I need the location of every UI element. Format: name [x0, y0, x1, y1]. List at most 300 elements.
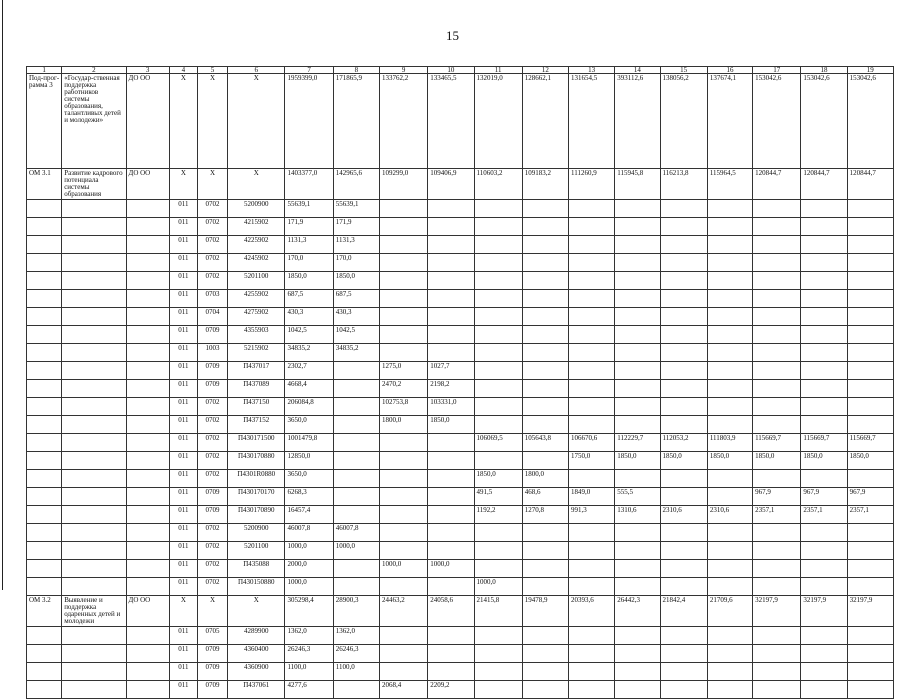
table-row — [27, 272, 894, 290]
program-name-cell — [62, 452, 126, 470]
amount-cell — [660, 416, 707, 434]
program-row — [27, 596, 894, 627]
amount-cell — [522, 290, 568, 308]
amount-cell: 1275,0 — [379, 362, 427, 380]
amount-cell — [333, 560, 379, 578]
amount-cell — [522, 645, 568, 663]
budget-code-cell: 011 — [169, 542, 197, 560]
amount-cell — [569, 627, 615, 645]
amount-cell: 153042,6 — [753, 74, 801, 169]
amount-cell: 2302,7 — [285, 362, 333, 380]
amount-cell — [660, 488, 707, 506]
amount-cell — [753, 645, 801, 663]
amount-cell — [428, 236, 474, 254]
amount-cell — [474, 627, 522, 645]
amount-cell: 106069,5 — [474, 434, 522, 452]
amount-cell — [379, 578, 427, 596]
program-code-cell — [27, 470, 62, 488]
executor-cell — [126, 627, 169, 645]
executor-cell — [126, 542, 169, 560]
column-number: 18 — [801, 67, 847, 74]
amount-cell — [379, 470, 427, 488]
amount-cell — [753, 308, 801, 326]
amount-cell: 46007,8 — [285, 524, 333, 542]
budget-code-cell: 1003 — [197, 344, 227, 362]
budget-code-cell: П430171500 — [228, 434, 285, 452]
executor-cell — [126, 272, 169, 290]
executor-cell — [126, 524, 169, 542]
amount-cell — [615, 254, 660, 272]
amount-cell — [660, 272, 707, 290]
amount-cell — [801, 416, 847, 434]
amount-cell — [615, 681, 660, 699]
budget-code-cell: П4301R0880 — [228, 470, 285, 488]
amount-cell: 55639,1 — [285, 200, 333, 218]
amount-cell — [707, 272, 752, 290]
amount-cell — [379, 272, 427, 290]
program-code-cell — [27, 434, 62, 452]
amount-cell — [569, 560, 615, 578]
amount-cell: 115964,5 — [707, 169, 752, 200]
amount-cell: 1000,0 — [333, 542, 379, 560]
amount-cell — [847, 470, 893, 488]
amount-cell — [801, 681, 847, 699]
budget-code-cell: 4360900 — [228, 663, 285, 681]
amount-cell — [801, 254, 847, 272]
amount-cell: 967,9 — [847, 488, 893, 506]
amount-cell: 103331,0 — [428, 398, 474, 416]
amount-cell — [753, 627, 801, 645]
amount-cell: 1750,0 — [569, 452, 615, 470]
amount-cell — [615, 380, 660, 398]
amount-cell: 2357,1 — [847, 506, 893, 524]
amount-cell: 687,5 — [333, 290, 379, 308]
amount-cell — [569, 326, 615, 344]
amount-cell — [801, 236, 847, 254]
amount-cell — [660, 663, 707, 681]
amount-cell: 430,3 — [333, 308, 379, 326]
amount-cell — [615, 470, 660, 488]
amount-cell: 2198,2 — [428, 380, 474, 398]
amount-cell — [707, 200, 752, 218]
table-row — [27, 236, 894, 254]
amount-cell: 1850,0 — [660, 452, 707, 470]
amount-cell — [615, 200, 660, 218]
budget-code-cell: 011 — [169, 645, 197, 663]
amount-cell: 142965,6 — [333, 169, 379, 200]
program-code-cell — [27, 344, 62, 362]
amount-cell — [801, 290, 847, 308]
budget-code-cell: Х — [169, 74, 197, 169]
program-name-cell — [62, 627, 126, 645]
program-code-cell — [27, 326, 62, 344]
amount-cell: 3650,0 — [285, 416, 333, 434]
amount-cell — [707, 236, 752, 254]
table-row — [27, 290, 894, 308]
program-code-cell — [27, 645, 62, 663]
amount-cell — [753, 362, 801, 380]
amount-cell — [801, 326, 847, 344]
budget-code-cell: П437061 — [228, 681, 285, 699]
amount-cell — [660, 627, 707, 645]
amount-cell — [333, 434, 379, 452]
amount-cell: 128662,1 — [522, 74, 568, 169]
amount-cell — [660, 326, 707, 344]
amount-cell: 21415,8 — [474, 596, 522, 627]
budget-code-cell: 0709 — [197, 506, 227, 524]
amount-cell: 120844,7 — [753, 169, 801, 200]
budget-code-cell: 0702 — [197, 398, 227, 416]
amount-cell — [707, 290, 752, 308]
amount-cell — [801, 578, 847, 596]
budget-code-cell: 4355903 — [228, 326, 285, 344]
table-row — [27, 663, 894, 681]
amount-cell — [428, 344, 474, 362]
budget-code-cell: Х — [197, 169, 227, 200]
amount-cell: 112053,2 — [660, 434, 707, 452]
program-row — [27, 74, 894, 169]
amount-cell — [522, 380, 568, 398]
budget-code-cell: Х — [169, 169, 197, 200]
budget-code-cell: 011 — [169, 434, 197, 452]
amount-cell — [847, 308, 893, 326]
amount-cell — [569, 663, 615, 681]
column-number: 7 — [285, 67, 333, 74]
program-name-cell — [62, 254, 126, 272]
budget-code-cell: 011 — [169, 344, 197, 362]
amount-cell — [615, 290, 660, 308]
executor-cell — [126, 470, 169, 488]
column-number: 8 — [333, 67, 379, 74]
amount-cell — [569, 362, 615, 380]
budget-table — [26, 66, 894, 699]
column-number: 4 — [169, 67, 197, 74]
amount-cell: 1849,0 — [569, 488, 615, 506]
amount-cell — [428, 326, 474, 344]
amount-cell — [660, 681, 707, 699]
amount-cell — [428, 452, 474, 470]
program-name-cell — [62, 470, 126, 488]
amount-cell — [379, 645, 427, 663]
amount-cell — [753, 254, 801, 272]
executor-cell — [126, 308, 169, 326]
amount-cell: 24463,2 — [379, 596, 427, 627]
budget-code-cell: 0702 — [197, 542, 227, 560]
budget-code-cell: 011 — [169, 308, 197, 326]
program-code-cell: ОМ 3.2 — [27, 596, 62, 627]
amount-cell — [379, 326, 427, 344]
amount-cell — [707, 645, 752, 663]
amount-cell — [801, 645, 847, 663]
amount-cell: 967,9 — [801, 488, 847, 506]
amount-cell: 153042,6 — [847, 74, 893, 169]
table-row — [27, 344, 894, 362]
amount-cell — [522, 326, 568, 344]
amount-cell — [707, 560, 752, 578]
program-code-cell — [27, 380, 62, 398]
amount-cell: 2068,4 — [379, 681, 427, 699]
amount-cell — [379, 488, 427, 506]
amount-cell — [801, 560, 847, 578]
amount-cell — [707, 542, 752, 560]
amount-cell — [569, 542, 615, 560]
amount-cell: 55639,1 — [333, 200, 379, 218]
budget-code-cell: 0709 — [197, 326, 227, 344]
amount-cell — [847, 236, 893, 254]
amount-cell: 491,5 — [474, 488, 522, 506]
amount-cell — [569, 681, 615, 699]
amount-cell — [428, 272, 474, 290]
amount-cell — [333, 452, 379, 470]
program-name-cell — [62, 578, 126, 596]
budget-code-cell: 011 — [169, 663, 197, 681]
amount-cell — [474, 398, 522, 416]
program-name-cell — [62, 560, 126, 578]
amount-cell: 1270,8 — [522, 506, 568, 524]
column-number: 2 — [62, 67, 126, 74]
table-row — [27, 560, 894, 578]
budget-code-cell: 4360400 — [228, 645, 285, 663]
amount-cell — [847, 578, 893, 596]
amount-cell — [522, 200, 568, 218]
amount-cell — [801, 470, 847, 488]
program-name-cell: Развитие кадрового потенциала системы образования — [62, 169, 126, 200]
amount-cell — [522, 344, 568, 362]
program-code-cell — [27, 416, 62, 434]
amount-cell — [847, 681, 893, 699]
program-code-cell — [27, 200, 62, 218]
amount-cell — [660, 362, 707, 380]
executor-cell — [126, 488, 169, 506]
amount-cell — [522, 542, 568, 560]
program-name-cell — [62, 362, 126, 380]
amount-cell: 34835,2 — [285, 344, 333, 362]
amount-cell: 109299,0 — [379, 169, 427, 200]
budget-code-cell: 0702 — [197, 470, 227, 488]
program-name-cell — [62, 380, 126, 398]
program-name-cell — [62, 398, 126, 416]
amount-cell: 137674,1 — [707, 74, 752, 169]
program-row — [27, 169, 894, 200]
amount-cell — [333, 506, 379, 524]
amount-cell — [428, 434, 474, 452]
amount-cell — [379, 542, 427, 560]
amount-cell — [847, 663, 893, 681]
amount-cell: 133465,5 — [428, 74, 474, 169]
amount-cell — [522, 308, 568, 326]
amount-cell: 1850,0 — [333, 272, 379, 290]
table-row — [27, 470, 894, 488]
amount-cell — [660, 542, 707, 560]
amount-cell — [615, 236, 660, 254]
executor-cell — [126, 398, 169, 416]
amount-cell: 687,5 — [285, 290, 333, 308]
amount-cell — [569, 416, 615, 434]
amount-cell — [753, 681, 801, 699]
amount-cell — [660, 560, 707, 578]
amount-cell — [569, 344, 615, 362]
amount-cell — [333, 398, 379, 416]
amount-cell — [753, 326, 801, 344]
amount-cell — [801, 308, 847, 326]
program-code-cell — [27, 398, 62, 416]
amount-cell: 1131,3 — [285, 236, 333, 254]
amount-cell — [707, 681, 752, 699]
amount-cell — [847, 254, 893, 272]
amount-cell — [474, 290, 522, 308]
amount-cell — [615, 524, 660, 542]
amount-cell: 1131,3 — [333, 236, 379, 254]
budget-code-cell: 0702 — [197, 560, 227, 578]
table-row — [27, 524, 894, 542]
budget-code-cell: 011 — [169, 218, 197, 236]
budget-code-cell: П430170880 — [228, 452, 285, 470]
amount-cell — [753, 272, 801, 290]
budget-code-cell: Х — [228, 74, 285, 169]
amount-cell: 46007,8 — [333, 524, 379, 542]
amount-cell: 1000,0 — [285, 542, 333, 560]
budget-code-cell: 011 — [169, 380, 197, 398]
amount-cell — [379, 290, 427, 308]
amount-cell — [615, 398, 660, 416]
amount-cell — [615, 308, 660, 326]
program-code-cell — [27, 254, 62, 272]
table-row — [27, 200, 894, 218]
amount-cell — [660, 236, 707, 254]
executor-cell — [126, 290, 169, 308]
executor-cell — [126, 326, 169, 344]
executor-cell — [126, 254, 169, 272]
amount-cell — [707, 627, 752, 645]
budget-code-cell: 0709 — [197, 488, 227, 506]
executor-cell — [126, 452, 169, 470]
table-row — [27, 380, 894, 398]
amount-cell: 1850,0 — [285, 272, 333, 290]
amount-cell — [428, 524, 474, 542]
amount-cell — [753, 200, 801, 218]
amount-cell — [707, 488, 752, 506]
amount-cell: 115669,7 — [801, 434, 847, 452]
executor-cell — [126, 218, 169, 236]
amount-cell — [707, 524, 752, 542]
amount-cell — [569, 200, 615, 218]
budget-code-cell: 011 — [169, 254, 197, 272]
amount-cell — [707, 308, 752, 326]
program-code-cell — [27, 218, 62, 236]
amount-cell — [474, 524, 522, 542]
budget-code-cell: Х — [197, 74, 227, 169]
amount-cell — [847, 416, 893, 434]
amount-cell — [428, 290, 474, 308]
amount-cell — [569, 645, 615, 663]
amount-cell: 4668,4 — [285, 380, 333, 398]
amount-cell — [474, 416, 522, 434]
amount-cell: 28900,3 — [333, 596, 379, 627]
amount-cell — [522, 362, 568, 380]
amount-cell: 1100,0 — [333, 663, 379, 681]
amount-cell — [569, 254, 615, 272]
amount-cell: 171,9 — [333, 218, 379, 236]
amount-cell — [801, 218, 847, 236]
amount-cell: 24058,6 — [428, 596, 474, 627]
amount-cell — [847, 290, 893, 308]
amount-cell — [474, 663, 522, 681]
amount-cell — [569, 236, 615, 254]
amount-cell — [847, 398, 893, 416]
amount-cell: 170,0 — [333, 254, 379, 272]
amount-cell — [474, 542, 522, 560]
amount-cell — [753, 524, 801, 542]
amount-cell — [474, 344, 522, 362]
amount-cell: 21709,6 — [707, 596, 752, 627]
amount-cell: 132019,0 — [474, 74, 522, 169]
amount-cell — [753, 578, 801, 596]
amount-cell — [707, 362, 752, 380]
amount-cell — [379, 344, 427, 362]
program-code-cell — [27, 663, 62, 681]
column-number: 14 — [615, 67, 660, 74]
amount-cell — [847, 380, 893, 398]
amount-cell: 1000,0 — [474, 578, 522, 596]
amount-cell: 1850,0 — [707, 452, 752, 470]
amount-cell: 26442,3 — [615, 596, 660, 627]
budget-code-cell: 011 — [169, 236, 197, 254]
amount-cell — [428, 627, 474, 645]
budget-code-cell: 0702 — [197, 434, 227, 452]
amount-cell — [660, 290, 707, 308]
budget-code-cell: 4255902 — [228, 290, 285, 308]
amount-cell — [707, 254, 752, 272]
amount-cell — [379, 236, 427, 254]
amount-cell — [847, 362, 893, 380]
amount-cell — [707, 663, 752, 681]
amount-cell — [569, 290, 615, 308]
amount-cell — [379, 524, 427, 542]
program-code-cell — [27, 524, 62, 542]
amount-cell: 21842,4 — [660, 596, 707, 627]
executor-cell — [126, 344, 169, 362]
amount-cell — [753, 470, 801, 488]
amount-cell — [474, 308, 522, 326]
amount-cell — [522, 524, 568, 542]
amount-cell — [615, 663, 660, 681]
amount-cell — [847, 326, 893, 344]
budget-code-cell: 0702 — [197, 254, 227, 272]
table-row — [27, 254, 894, 272]
amount-cell — [474, 452, 522, 470]
amount-cell — [333, 681, 379, 699]
amount-cell — [660, 200, 707, 218]
amount-cell — [569, 398, 615, 416]
amount-cell — [753, 380, 801, 398]
budget-code-cell: 4289900 — [228, 627, 285, 645]
program-name-cell — [62, 218, 126, 236]
executor-cell — [126, 380, 169, 398]
table-row — [27, 627, 894, 645]
amount-cell — [707, 416, 752, 434]
amount-cell — [379, 308, 427, 326]
amount-cell: 115669,7 — [847, 434, 893, 452]
amount-cell: 4277,6 — [285, 681, 333, 699]
amount-cell — [660, 308, 707, 326]
budget-code-cell: 0709 — [197, 681, 227, 699]
executor-cell — [126, 560, 169, 578]
budget-code-cell: 5200900 — [228, 200, 285, 218]
amount-cell — [753, 218, 801, 236]
table-row — [27, 362, 894, 380]
amount-cell: 109183,2 — [522, 169, 568, 200]
column-number: 5 — [197, 67, 227, 74]
